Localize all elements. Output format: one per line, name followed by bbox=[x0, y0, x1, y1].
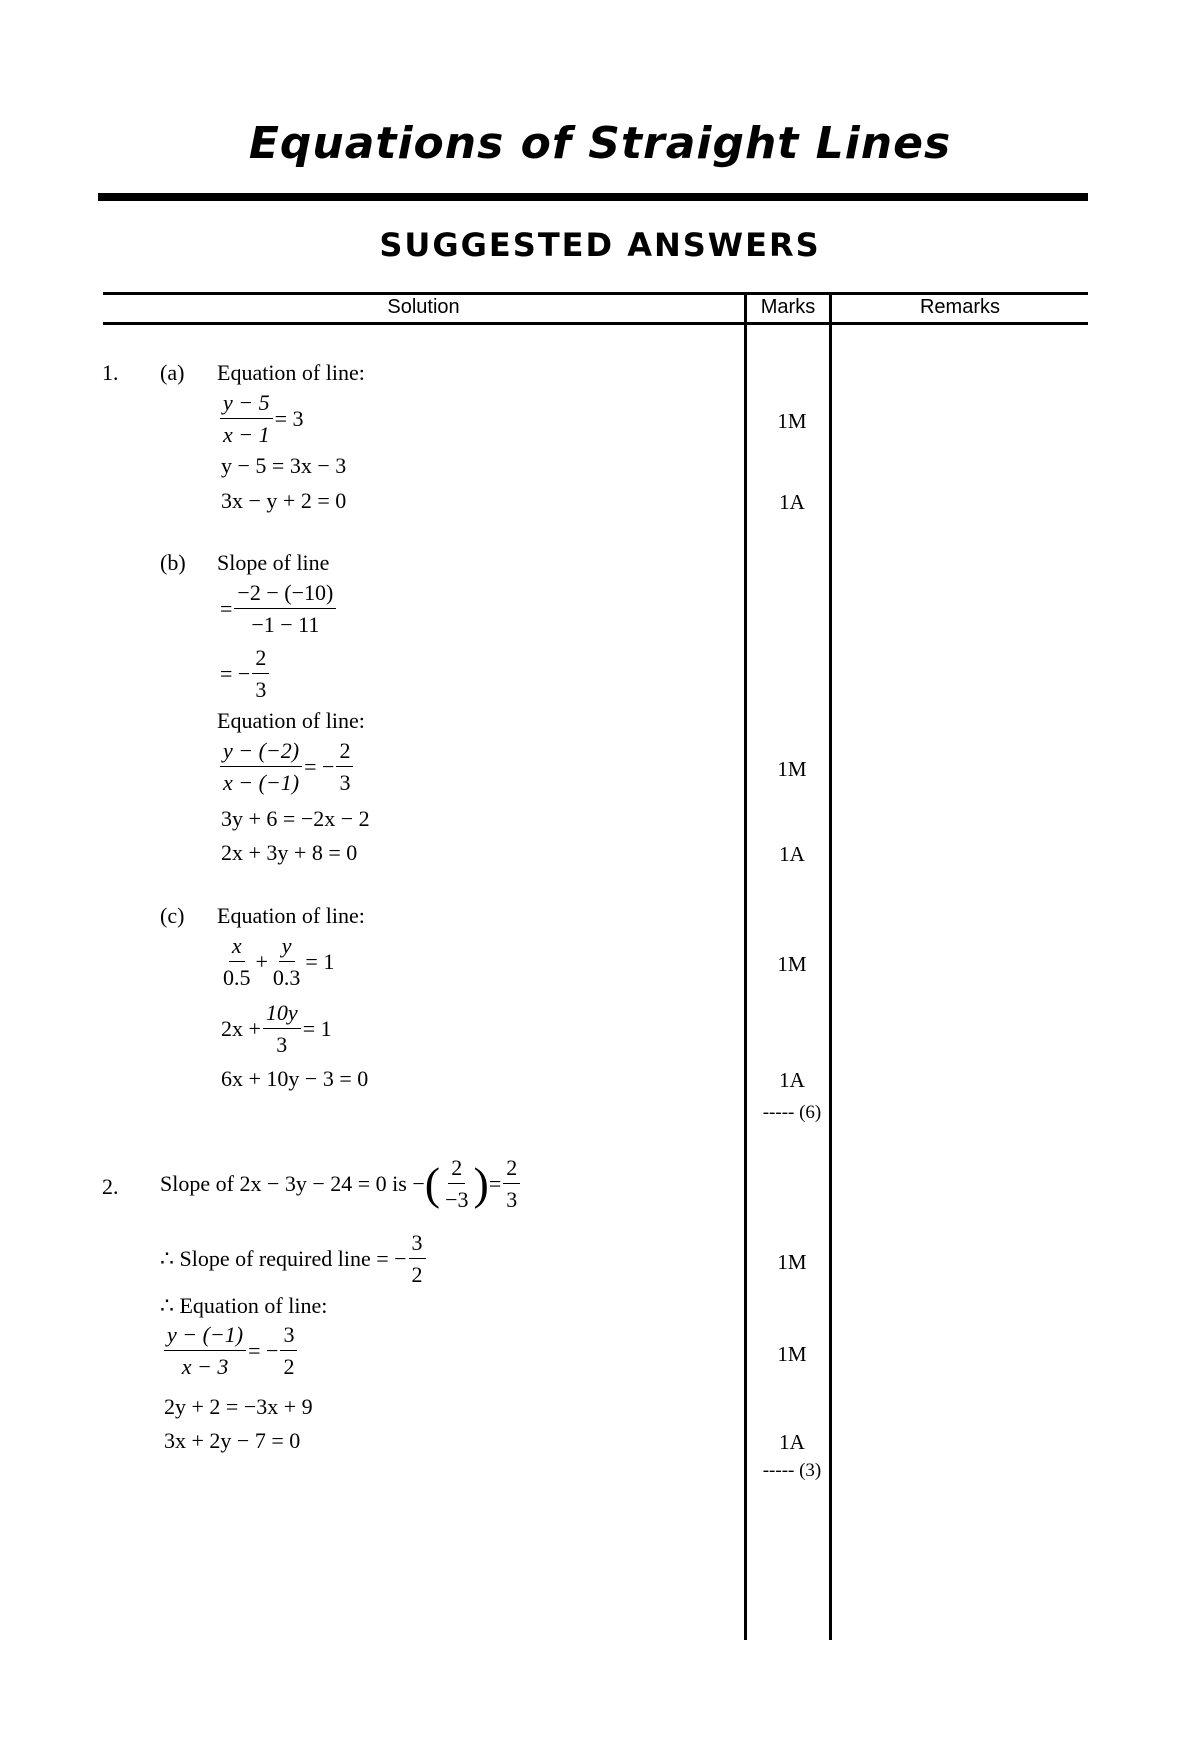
numerator: x bbox=[229, 933, 245, 962]
equation-fraction bbox=[218, 738, 355, 796]
denominator: 2 bbox=[283, 1354, 295, 1380]
marks-total: ----- (6) bbox=[762, 1102, 822, 1123]
part-label: (b) bbox=[160, 550, 186, 575]
equation-fraction bbox=[218, 390, 304, 448]
equation-mid: = − bbox=[304, 753, 335, 779]
mark: 1A bbox=[779, 1430, 805, 1454]
denominator: x − 1 bbox=[223, 422, 270, 448]
mark: 1M bbox=[777, 952, 807, 976]
solution-line: ∴ Equation of line: bbox=[160, 1293, 328, 1318]
equation-fraction bbox=[160, 1155, 522, 1213]
denominator: 3 bbox=[339, 770, 351, 796]
solution-text: Slope of 2x − 3y − 24 = 0 is − bbox=[160, 1170, 425, 1196]
title-divider bbox=[98, 193, 1088, 201]
solution-text: ∴ Slope of required line = − bbox=[160, 1245, 407, 1271]
equation-line: 3x + 2y − 7 = 0 bbox=[164, 1428, 301, 1453]
denominator: 0.5 bbox=[223, 965, 251, 991]
denominator: 3 bbox=[506, 1187, 518, 1213]
page-title: Equations of Straight Lines bbox=[248, 118, 952, 169]
question-number: 2. bbox=[102, 1174, 119, 1199]
equation-line: 6x + 10y − 3 = 0 bbox=[221, 1066, 369, 1091]
numerator: y − (−1) bbox=[164, 1322, 246, 1351]
denominator: 3 bbox=[255, 677, 267, 703]
mark: 1A bbox=[779, 1068, 805, 1092]
table-top-rule bbox=[103, 292, 1088, 295]
mark: 1M bbox=[777, 1250, 807, 1274]
mark: 1M bbox=[777, 757, 807, 781]
denominator: 2 bbox=[411, 1262, 423, 1288]
equation-line: y − 5 = 3x − 3 bbox=[221, 453, 347, 478]
denominator: −3 bbox=[445, 1187, 469, 1213]
solution-line: Equation of line: bbox=[217, 903, 365, 928]
equation-line: 3y + 6 = −2x − 2 bbox=[221, 806, 370, 831]
mark: 1M bbox=[777, 1342, 807, 1366]
equation-lhs: = − bbox=[220, 660, 251, 686]
equation-fraction bbox=[162, 1322, 299, 1380]
plus-sign: + bbox=[255, 948, 268, 974]
equation-rhs: = 3 bbox=[274, 405, 304, 431]
mark: 1A bbox=[779, 490, 805, 514]
equation-line: 2y + 2 = −3x + 9 bbox=[164, 1394, 313, 1419]
numerator: 2 bbox=[448, 1155, 465, 1184]
equation-fraction bbox=[221, 1000, 332, 1058]
column-divider-marks bbox=[744, 292, 747, 1640]
numerator: 3 bbox=[280, 1322, 297, 1351]
marks-total: ----- (3) bbox=[762, 1460, 822, 1481]
numerator: y − 5 bbox=[220, 390, 273, 419]
numerator: 2 bbox=[503, 1155, 520, 1184]
equation-rhs: = 1 bbox=[302, 1015, 332, 1041]
numerator: 10y bbox=[263, 1000, 301, 1029]
numerator: 3 bbox=[409, 1230, 426, 1259]
header-remarks: Remarks bbox=[919, 296, 1000, 318]
numerator: 2 bbox=[336, 738, 353, 767]
equation-line: 2x + 3y + 8 = 0 bbox=[221, 840, 358, 865]
numerator: 2 bbox=[252, 645, 269, 674]
solution-line: Equation of line: bbox=[217, 708, 365, 733]
solution-line: Equation of line: bbox=[217, 360, 365, 385]
equation-fraction bbox=[218, 933, 334, 991]
numerator: −2 − (−10) bbox=[234, 580, 336, 609]
equation-lhs: 2x + bbox=[221, 1015, 261, 1041]
numerator: y − (−2) bbox=[220, 738, 302, 767]
numerator: y bbox=[279, 933, 295, 962]
equation-lhs: = bbox=[220, 595, 233, 621]
table-header-rule bbox=[103, 322, 1088, 325]
equals-sign: = bbox=[488, 1170, 502, 1196]
part-label: (a) bbox=[160, 360, 185, 385]
equation-fraction bbox=[220, 645, 271, 703]
denominator: 3 bbox=[276, 1032, 288, 1058]
header-marks: Marks bbox=[760, 296, 816, 318]
header-solution: Solution bbox=[387, 296, 460, 318]
mark: 1A bbox=[779, 842, 805, 866]
solution-line: Slope of line bbox=[217, 550, 330, 575]
equation-mid: = − bbox=[248, 1337, 279, 1363]
equation-fraction bbox=[220, 580, 338, 638]
denominator: x − 3 bbox=[181, 1354, 229, 1380]
equation-line: 3x − y + 2 = 0 bbox=[221, 488, 347, 513]
denominator: −1 − 11 bbox=[251, 612, 320, 638]
mark: 1M bbox=[777, 409, 807, 433]
left-paren: ( bbox=[424, 1157, 441, 1209]
denominator: x − (−1) bbox=[223, 770, 300, 796]
right-paren: ) bbox=[473, 1157, 489, 1209]
part-label: (c) bbox=[160, 903, 185, 928]
equation-fraction bbox=[160, 1230, 428, 1288]
page-subtitle: SUGGESTED ANSWERS bbox=[379, 226, 821, 264]
equation-rhs: = 1 bbox=[305, 948, 335, 974]
question-number: 1. bbox=[102, 360, 119, 385]
denominator: 0.3 bbox=[272, 965, 301, 991]
